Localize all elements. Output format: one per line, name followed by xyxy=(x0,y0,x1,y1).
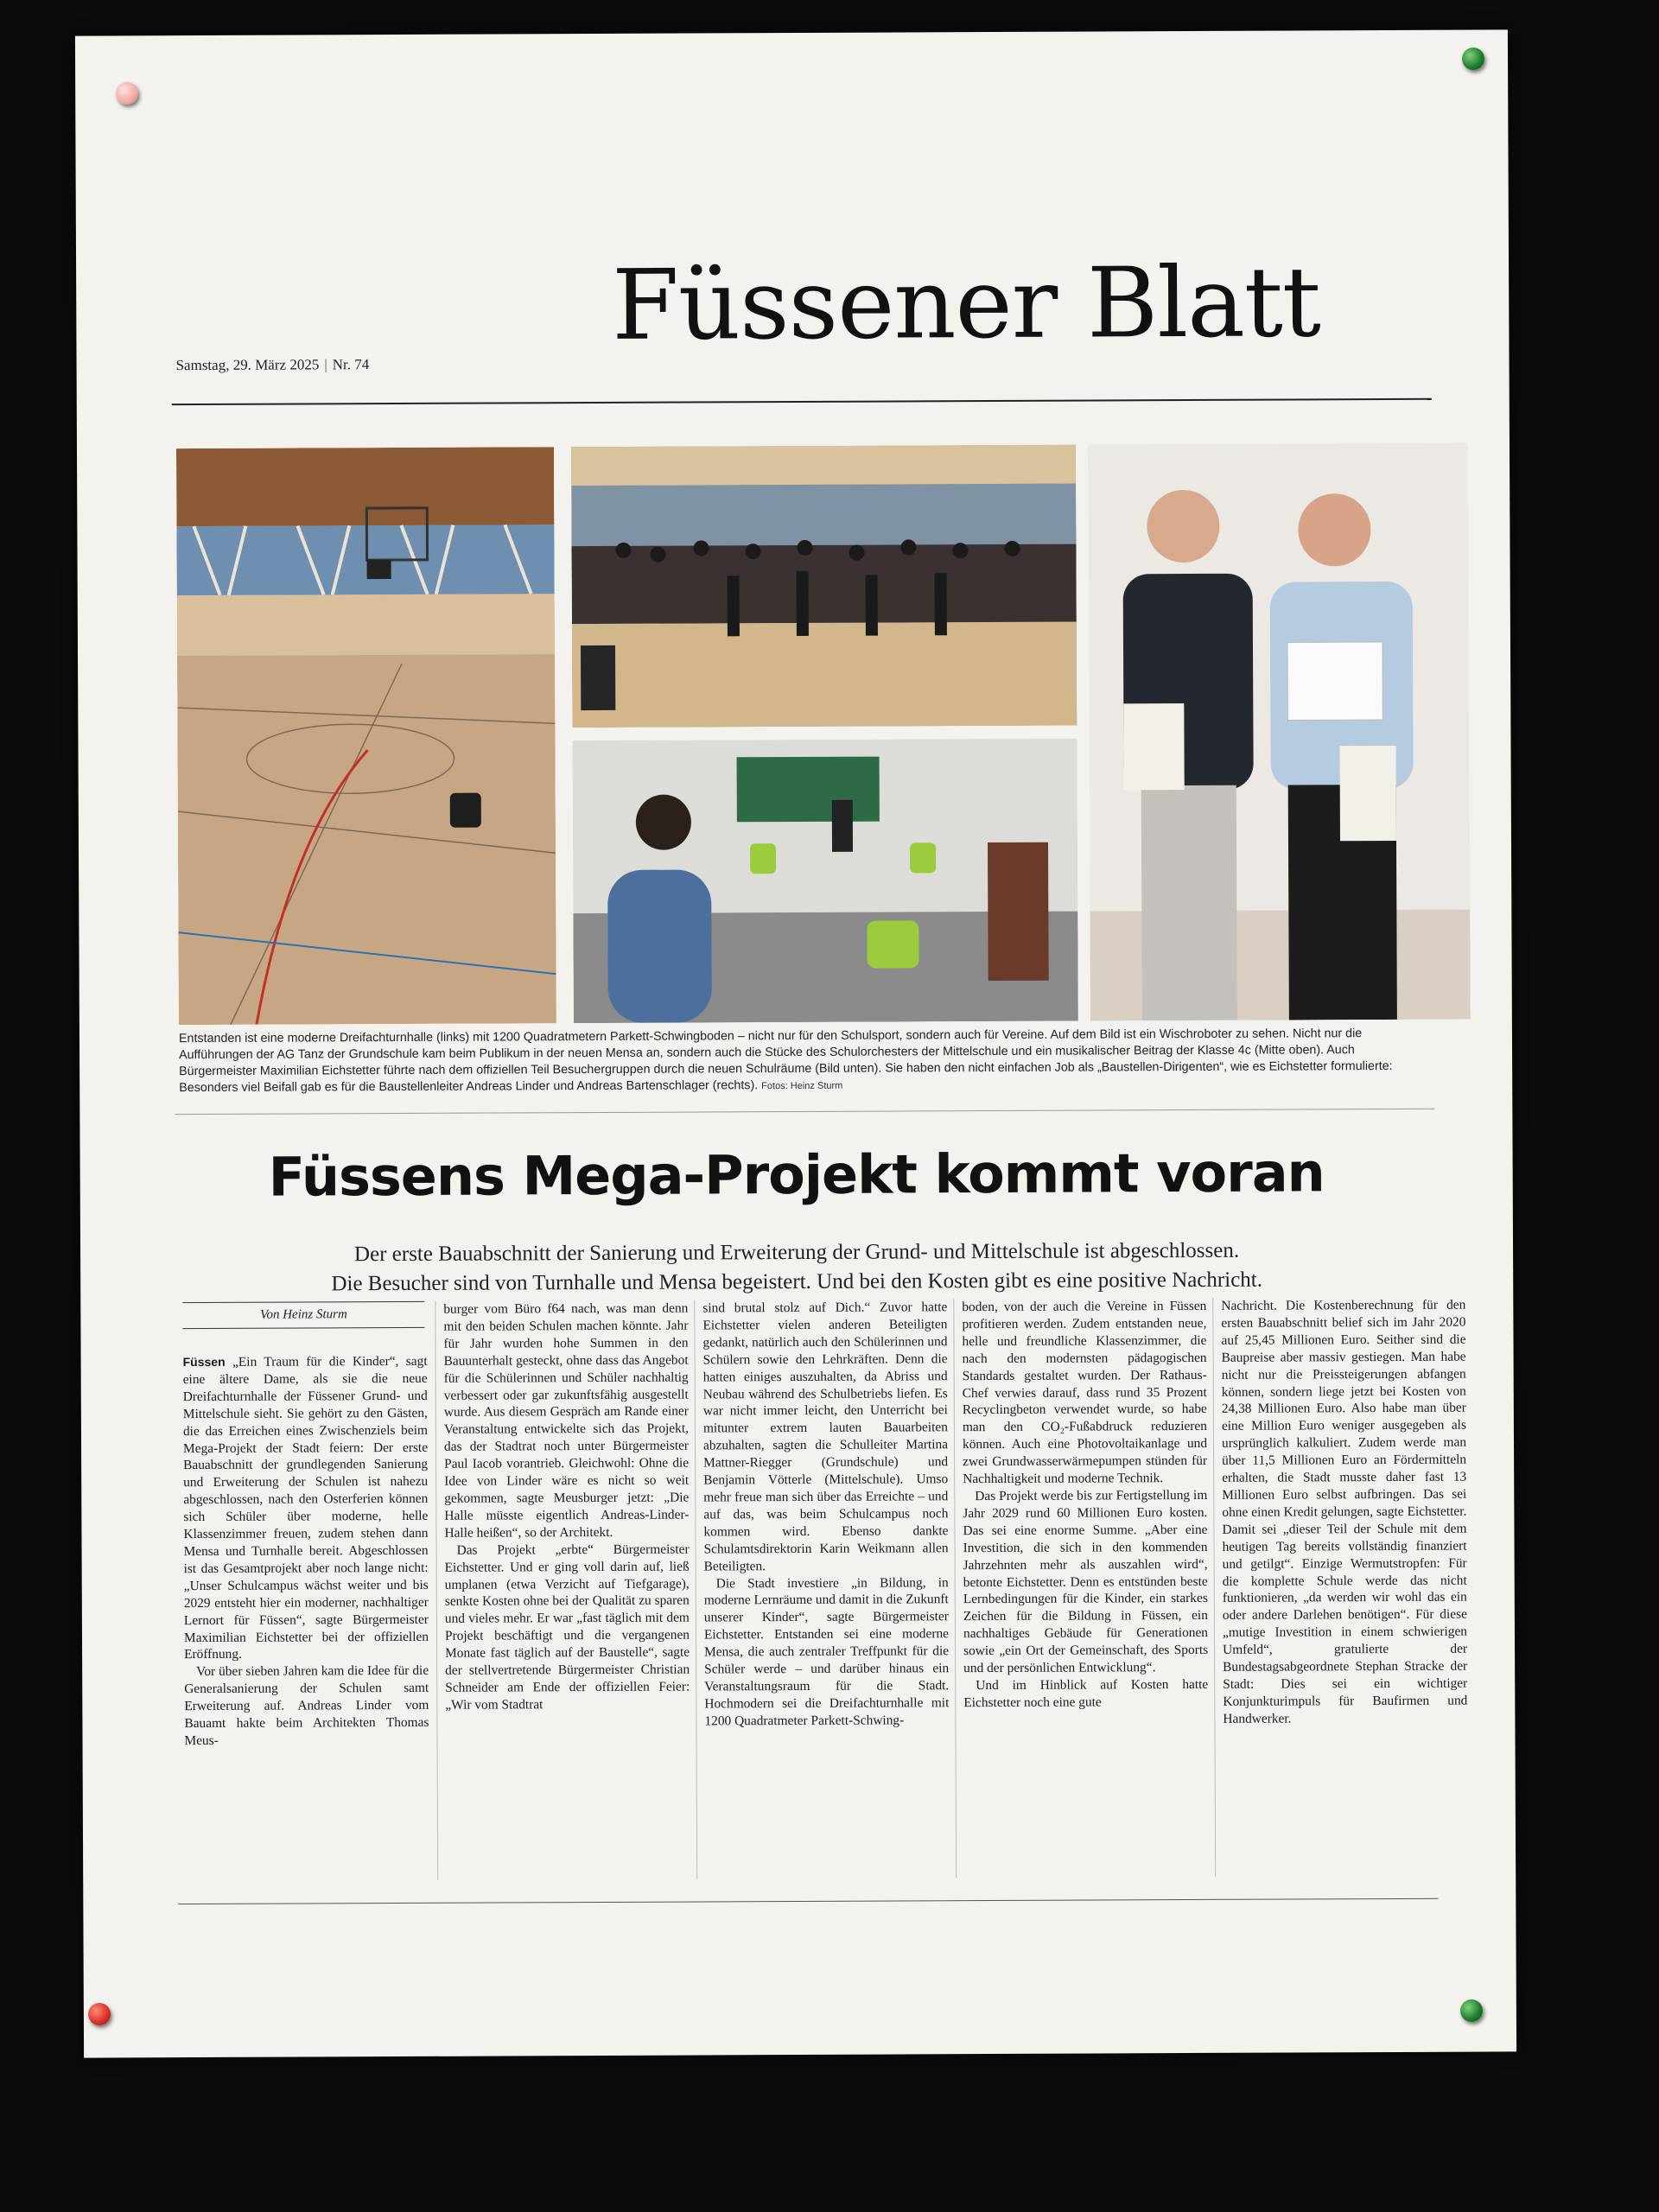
column-divider xyxy=(953,1299,957,1878)
paragraph: Nachricht. Die Kostenberechnung für den ersten Bauabschnitt belief sich im Jahr 2020 auf 25,45 Millionen Euro. Seither sind die Baupreise aber massiv gestiegen. Man habe nicht nur die Preissteigerungen abfangen können, sondern liege jetzt bei Kosten von 24,38 Millionen Euro. Also habe man über eine Million Euro weniger ausgegeben als ursprünglich kalkuliert. Zudem werde man über 11,5 Millionen Euro an Fördermitteln erhalten, die Stadt musste daher fast 13 Millionen Euro selbst aufbringen. Das sei ohne einen Kredit gelungen, sagte Eichstetter. Damit sei „dieser Teil der Schule mit dem heutigen Tag bereits vollständig finanziert und getilgt“. Einzige Wermutstropfen: Für die komplette Schule werde das nicht funktionieren, „da werden wir wohl das ein oder andere Darlehen benötigen“. Für diese „mutige Investition in einem schwierigen Umfeld“, gratulierte der Bundestagsabgeordnete Stephan Stracke der Stadt: Dies sei ein wichtiger Konjunkturimpuls für Baufirmen und Handwerker. xyxy=(1221,1297,1468,1726)
issue-number: Nr. 74 xyxy=(332,356,370,373)
masthead-rule xyxy=(172,398,1432,405)
caption-text: Entstanden ist eine moderne Dreifachturnhalle (links) mit 1200 Quadratmetern Parkett-Schwingboden – nicht nur für den Schulsport, sondern auch für Vereine. Auf dem Bild ist ein Wischroboter zu sehen. Nicht nur die Aufführungen der AG Tanz der Grundschule kam beim Publikum in der neuen Mensa an, sondern auch die Stücke des Schulorchesters der Mittelschule und ein musikalischer Beitrag der Klasse 4c (Mitte oben). Auch Bürgermeister Maximilian Eichstetter führte nach dem offiziellen Teil Besuchergruppen durch die neuen Schulräume (Bild unten). Sie haben den nicht einfachen Job als „Baustellen-Dirigenten“, wie es Eichstetter formulierte: Besonders viel Beifall gab es für die Baustellenleiter Andreas Linder und Andreas Bartenschlager (rechts). xyxy=(178,1027,1393,1096)
pushpin-top-left xyxy=(116,82,138,105)
photo-dance-performance xyxy=(571,445,1077,728)
bottom-rule xyxy=(178,1898,1438,1904)
paragraph: Vor über sieben Jahren kam die Idee für die Generalsanierung der Schulen samt Erweiterung auf. Andreas Linder vom Bauamt hakte beim Architekten Thomas Meus- xyxy=(184,1663,429,1749)
column-divider xyxy=(1212,1298,1216,1877)
paragraph: Die Stadt investiere „in Bildung, in moderne Lernräume und damit in die Zukunft unserer Kinder“, sagte Bürgermeister Eichstetter. Entstanden sei eine moderne Mensa, die auch zentraler Treffpunkt für die Schüler werde – und darüber hinaus ein Veranstaltungsraum für die Stadt. Hochmodern sei die Dreifachturnhalle mit 1200 Quadratmeter Parkett-Schwing- xyxy=(703,1574,950,1729)
photo-sports-hall xyxy=(176,447,556,1025)
photo-classroom-tour xyxy=(572,739,1077,1024)
paragraph: sind brutal stolz auf Dich.“ Zuvor hatte Eichstetter vielen anderen Beteiligten gedankt, natürlich auch den Schülerinnen und Schülern sowie den Lehrkräften. Denn die hatten einiges auszuhalten, da Abriss und Neubau während des Schulbetriebs liefen. Es war nicht immer leicht, den Unterricht bei mitunter extrem lauten Bauarbeiten abzuhalten, sagten die Schulleiter Martina Mattner-Riegger (Grundschule) und Benjamin Vötterle (Mittelschule). Umso mehr freue man sich über das Erreichte – und auf das, was beim Schulcampus noch kommen wird. Ebenso dankte Schulamtsdirektorin Karin Weikmann allen Beteiligten. xyxy=(702,1300,949,1574)
article-column-5 xyxy=(1221,1297,1467,1728)
pushpin-bottom-right xyxy=(1460,1999,1483,2022)
paragraph: Das Projekt werde bis zur Fertigstellung im Jahr 2029 rund 60 Millionen Euro kosten. Das sei eine enorme Summe. „Aber eine Investition, die sich in den kommenden Jahrzehnten mehr als auszahlen wird“, betonte Eichstetter. Denn es entstünden beste Lernbedingungen für die Kinder, ein starkes Zeichen für die Bildung in Füssen, ein nachhaltiges Gebäude für Generationen sowie „ein Ort der Gemeinschaft, des Sports und der persönlichen Entwicklung“. xyxy=(963,1487,1209,1676)
paragraph: boden, von der auch die Vereine in Füssen profitieren werden. Zudem entstanden neue, helle und freundliche Klassenzimmer, die nach den modernsten pädagogischen Standards gestaltet wurden. Der Rathaus-Chef verwies darauf, dass rund 35 Prozent Recyclingbeton verwendet wurde, so habe man den CO₂-Fußabdruck reduzieren können. Auch eine Photovoltaikanlage und zwei Grundwasserwärmepumpen stünden für Nachhaltigkeit und moderne Technik. xyxy=(962,1298,1208,1487)
article-headline: Füssens Mega-Projekt kommt voran xyxy=(268,1141,1325,1209)
subhead-line-2: Die Besucher sind von Turnhalle und Mensa begeistert. Und bei den Kosten gibt es eine positive Nachricht. xyxy=(331,1268,1263,1296)
article-column-1 xyxy=(183,1353,429,1750)
paragraph: burger vom Büro f64 nach, was man denn mit den beiden Schulen machen könnte. Jahr für Jahr wurden hohe Summen in den Bauunterhalt gesteckt, ohne dass das Angebot für die Schülerinnen und Schüler nachhaltig verbessert oder gar zukunftsfähig ausgestellt wurde. Aus diesem Gespräch am Rande einer Veranstaltung entwickelte sich das Projekt, das der Stadtrat noch unter Bürgermeister Paul Iacob vorantrieb. Gleichwohl: Ohne die Idee von Linder wäre es nicht so weit gekommen, sagte Meusburger jetzt: „Die Halle müsste eigentlich Andreas-Linder-Halle heißen“, so der Architekt. xyxy=(443,1300,690,1541)
newspaper-page xyxy=(75,29,1516,2057)
paragraph xyxy=(183,1353,429,1664)
dateline: Samstag, 29. März 2025 | Nr. 74 xyxy=(175,356,370,374)
photo-credit: Fotos: Heinz Sturm xyxy=(761,1080,843,1092)
dateline-place: Füssen xyxy=(182,1354,226,1370)
pushpin-bottom-left xyxy=(88,2003,111,2025)
article-column-3 xyxy=(702,1299,949,1730)
byline: Von Heinz Sturm xyxy=(182,1301,424,1329)
photo-site-managers xyxy=(1088,443,1471,1021)
article-column-2 xyxy=(443,1300,690,1714)
paragraph-text: „Ein Traum für die Kinder“, sagt eine ältere Dame, als sie die neue Dreifachturnhalle der Füssener Grund- und Mittelschule sieht. Sie gehört zu den Gästen, die das Erreichen eines Zwischenziels beim Mega-Projekt der Stadt feiern: Der erste Bauabschnitt der grundlegenden Sanierung und Erweiterung der Schulen ist nahezu abgeschlossen, nach den Osterferien können sich Schüler über moderne, helle Klassenzimmer freuen, zudem stehen dann Mensa und Turnhalle bereit. Abgeschlossen ist das Gesamtprojekt aber noch lange nicht: „Unser Schulcampus wächst weiter und bis 2029 entsteht hier ein moderner, nachhaltiger Lernort für Füssen“, sagte Bürgermeister Maximilian Eichstetter bei der offiziellen Eröffnung. xyxy=(182,1353,429,1662)
column-divider xyxy=(694,1300,697,1879)
photo-caption xyxy=(179,1026,1433,1097)
article-subhead xyxy=(80,1235,1513,1300)
column-divider xyxy=(435,1301,438,1880)
paragraph: Das Projekt „erbte“ Bürgermeister Eichstetter. Und er ging voll darin auf, ließ umplanen (etwa Verzicht auf Tiefgarage), senkte Kosten ohne bei der Qualität zu sparen und vieles mehr. Er war „fast täglich mit dem Projekt beschäftigt und die vergangenen Monate fast täglich auf der Baustelle“, sagte der stellvertretende Bürgermeister Christian Schneider am Ende der offiziellen Feier: „Wir vom Stadtrat xyxy=(444,1541,690,1713)
article-column-4 xyxy=(962,1298,1208,1712)
subhead-line-1: Der erste Bauabschnitt der Sanierung und Erweiterung der Grund- und Mittelschule ist abgeschlossen. xyxy=(353,1238,1240,1267)
paragraph: Und im Hinblick auf Kosten hatte Eichstetter noch eine gute xyxy=(963,1676,1209,1711)
caption-rule xyxy=(175,1109,1434,1115)
masthead: Füssener Blatt xyxy=(611,246,1321,362)
pushpin-top-right xyxy=(1462,48,1484,70)
issue-date: Samstag, 29. März 2025 xyxy=(175,356,320,374)
